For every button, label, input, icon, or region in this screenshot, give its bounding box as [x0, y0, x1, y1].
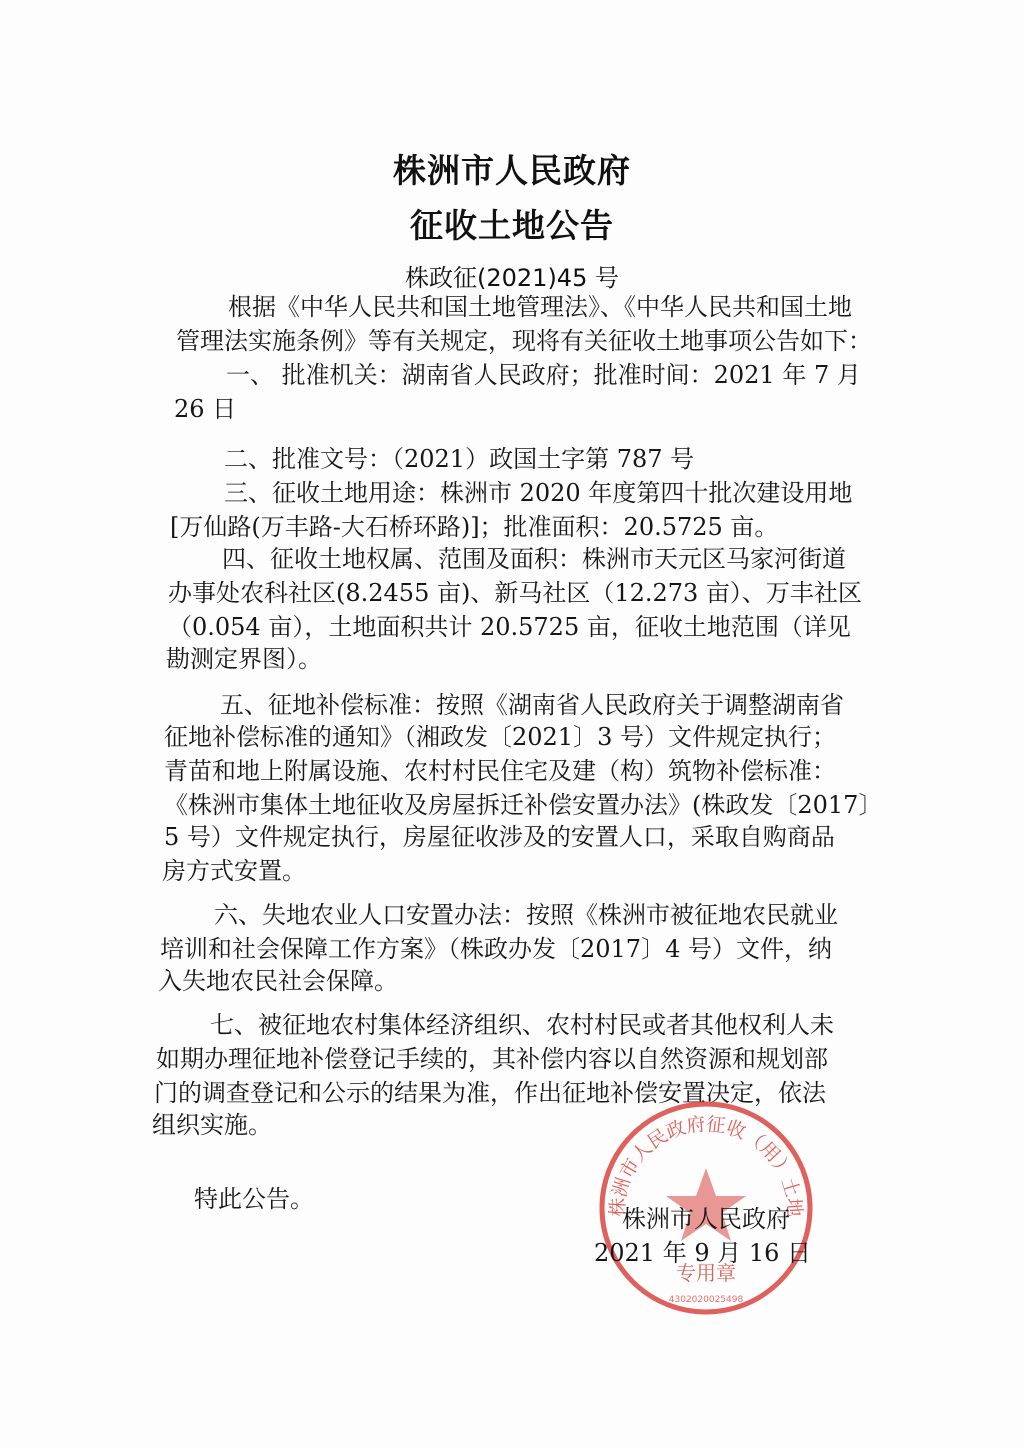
body-line: 26 日	[174, 395, 237, 423]
body-line: 培训和社会保障工作方案》（株政办发〔2017〕4 号）文件，纳	[160, 935, 832, 963]
document-number: 株政征(2021)45 号	[405, 264, 619, 292]
body-line: 办事处农科社区(8.2455 亩)、新马社区（12.273 亩）、万丰社区	[168, 579, 862, 607]
body-line: 门的调查登记和公示的结果为准，作出征地补偿安置决定，依法	[154, 1079, 826, 1107]
signature-date: 2021 年 9 月 16 日	[594, 1239, 812, 1267]
body-line: 二、批准文号：（2021）政国土字第 787 号	[224, 445, 695, 473]
body-line: 征地补偿标准的通知》（湘政发〔2021〕3 号）文件规定执行；	[164, 723, 836, 751]
closing-text: 特此公告。	[194, 1185, 314, 1213]
document-title: 株洲市人民政府	[393, 151, 631, 190]
body-line: 三、征收土地用途：株洲市 2020 年度第四十批次建设用地	[224, 479, 853, 507]
body-line: 四、征收土地权属、范围及面积：株洲市天元区马家河街道	[222, 545, 846, 573]
seal-bottom-text: 专用章	[676, 1261, 736, 1285]
body-line: [万仙路(万丰路-大石桥环路)]；批准面积：20.5725 亩。	[170, 513, 779, 541]
body-line: 六、失地农业人口安置办法：按照《株洲市被征地农民就业	[214, 901, 838, 929]
seal-code: 4302020025498	[668, 1295, 744, 1305]
body-line: 管理法实施条例》等有关规定，现将有关征收土地事项公告如下：	[176, 327, 872, 355]
body-line: 5 号）文件规定执行，房屋征收涉及的安置人口，采取自购商品	[164, 823, 835, 851]
document-subtitle: 征收土地公告	[410, 206, 614, 245]
body-line: 组织实施。	[152, 1111, 272, 1139]
body-line: 七、被征地农村集体经济组织、农村村民或者其他权利人未	[210, 1011, 834, 1039]
body-line: 入失地农民社会保障。	[158, 967, 398, 995]
signature-org: 株洲市人民政府	[622, 1205, 790, 1233]
body-line: 青苗和地上附属设施、农村村民住宅及建（构）筑物补偿标准：	[164, 757, 836, 785]
body-line: 如期办理征地补偿登记手续的，其补偿内容以自然资源和规划部	[156, 1045, 828, 1073]
body-line: 一、 批准机关：湖南省人民政府；批准时间：2021 年 7 月	[226, 361, 861, 389]
body-line: 五、征地补偿标准：按照《湖南省人民政府关于调整湖南省	[220, 691, 844, 719]
body-line: 勘测定界图）。	[166, 645, 322, 673]
body-line: 房方式安置。	[162, 857, 306, 885]
body-line: （0.054 亩），土地面积共计 20.5725 亩，征收土地范围（详见	[168, 613, 851, 641]
body-line: 根据《中华人民共和国土地管理法》、《中华人民共和国土地	[228, 293, 852, 321]
seal-ring-text: 株洲市人民政府征收（用）土地	[606, 1113, 806, 1218]
body-line: 《株洲市集体土地征收及房屋拆迁补偿安置办法》(株政发〔2017〕	[164, 791, 883, 819]
